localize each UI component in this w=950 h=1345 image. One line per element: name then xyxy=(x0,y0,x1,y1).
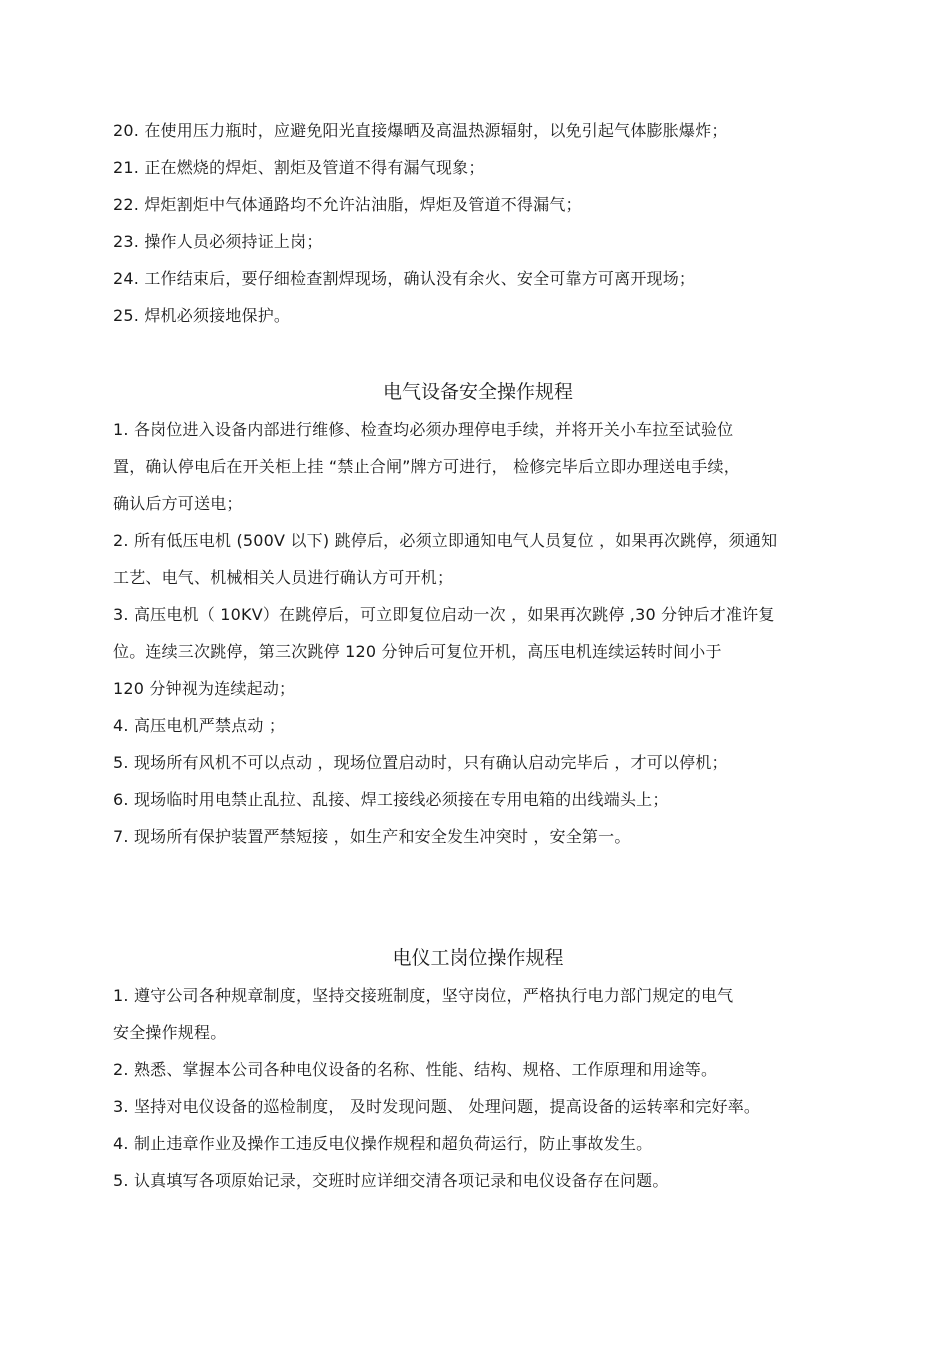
welding-rules-section xyxy=(113,112,843,334)
rule-line: 5. 现场所有风机不可以点动 ，现场位置启动时，只有确认启动完毕后 ，才可以停机； xyxy=(113,753,728,772)
rule-line: 23. 操作人员必须持证上岗； xyxy=(113,232,323,251)
rule-line: 7. 现场所有保护装置严禁短接 ，如生产和安全发生冲突时 ，安全第一。 xyxy=(113,827,631,846)
rule-line: 6. 现场临时用电禁止乱拉、乱接、焊工接线必须接在专用电箱的出线端头上； xyxy=(113,790,669,809)
rule-line: 20. 在使用压力瓶时，应避免阳光直接爆晒及高温热源辐射，以免引起气体膨胀爆炸； xyxy=(113,121,728,140)
rule-line: 22. 焊炬割炬中气体通路均不允许沾油脂，焊炬及管道不得漏气； xyxy=(113,195,582,214)
rule-line: 3. 高压电机（ 10KV）在跳停后，可立即复位启动一次 ，如果再次跳停 ,30 分钟后才准许复 xyxy=(113,605,775,624)
rule-line: 1. 各岗位进入设备内部进行维修、检查均必须办理停电手续，并将开关小车拉至试验位 xyxy=(113,420,734,439)
rule-line: 24. 工作结束后，要仔细检查割焊现场，确认没有余火、安全可靠方可离开现场； xyxy=(113,269,696,288)
section-title: 电气设备安全操作规程 xyxy=(382,381,573,403)
rule-line: 4. 制止违章作业及操作工违反电仪操作规程和超负荷运行，防止事故发生。 xyxy=(113,1134,653,1153)
rule-line: 5. 认真填写各项原始记录，交班时应详细交清各项记录和电仪设备存在问题。 xyxy=(113,1171,669,1190)
rule-line: 置，确认停电后在开关柜上挂 “禁止合闸”牌方可进行， 检修完毕后立即办理送电手续， xyxy=(113,457,740,476)
ei-worker-rules-section xyxy=(113,943,843,1199)
rule-line: 2. 熟悉、掌握本公司各种电仪设备的名称、性能、结构、规格、工作原理和用途等。 xyxy=(113,1060,718,1079)
rule-line: 21. 正在燃烧的焊炬、割炬及管道不得有漏气现象； xyxy=(113,158,485,177)
rule-line: 2. 所有低压电机 (500V 以下) 跳停后，必须立即通知电气人员复位 ，如果再次跳停，须通知 xyxy=(113,531,778,550)
rule-line: 120 分钟视为连续起动； xyxy=(113,679,296,698)
rule-line: 位。连续三次跳停，第三次跳停 120 分钟后可复位开机，高压电机连续运转时间小于 xyxy=(113,642,722,661)
rule-line: 4. 高压电机严禁点动 ； xyxy=(113,716,286,735)
rule-line: 确认后方可送电； xyxy=(113,494,243,513)
section-title: 电仪工岗位操作规程 xyxy=(392,947,564,969)
rule-line: 25. 焊机必须接地保护。 xyxy=(113,306,291,325)
rule-line: 安全操作规程。 xyxy=(113,1023,227,1042)
rule-line: 工艺、电气、机械相关人员进行确认方可开机； xyxy=(113,568,454,587)
rule-line: 1. 遵守公司各种规章制度，坚持交接班制度，坚守岗位，严格执行电力部门规定的电气 xyxy=(113,986,734,1005)
electrical-rules-section xyxy=(113,377,843,855)
rule-line: 3. 坚持对电仪设备的巡检制度， 及时发现问题、 处理问题，提高设备的运转率和完好率。 xyxy=(113,1097,761,1116)
